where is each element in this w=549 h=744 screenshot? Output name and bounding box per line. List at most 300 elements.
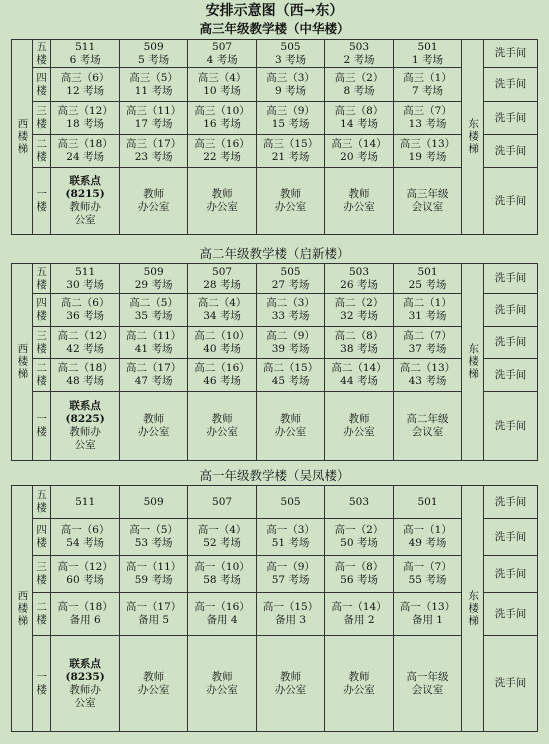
room-name: 高三（17） (125, 138, 182, 150)
room-cell (393, 392, 461, 461)
room-use: 48 考场 (66, 375, 104, 387)
restroom: 洗手间 (484, 519, 538, 556)
room-name: 507 (212, 40, 233, 53)
room-use: 24 考场 (66, 151, 104, 163)
room-cell (325, 40, 393, 68)
room-cell (119, 264, 187, 294)
room-cell (393, 294, 461, 327)
room-name: 505 (280, 40, 301, 53)
room-cell (393, 486, 461, 519)
room-use: 44 考场 (340, 375, 378, 387)
floor-label-char: 二 (36, 138, 47, 150)
room-use: 46 考场 (203, 375, 241, 387)
room-cell (256, 359, 324, 392)
liaison-point (51, 636, 119, 732)
room-cell (325, 593, 393, 636)
room-name: 509 (143, 265, 164, 278)
restroom: 洗手间 (484, 486, 538, 519)
room-cell (119, 294, 187, 327)
floor-row (12, 327, 538, 359)
floor-label-char: 楼 (36, 537, 47, 549)
room-use: 17 考场 (134, 118, 173, 130)
floor-label-char: 楼 (36, 84, 47, 97)
room-name: 503 (348, 40, 370, 53)
room-name: 高二（3） (266, 297, 315, 309)
room-name: 高一（13） (399, 601, 456, 613)
room-cell (325, 392, 393, 461)
floor-label-char: 楼 (36, 53, 47, 66)
room-use: 3 考场 (275, 53, 307, 66)
floor-row (12, 359, 538, 392)
room-name: 高二（8） (334, 329, 384, 342)
room-use: 备用 4 (206, 614, 238, 626)
room-use: 60 考场 (66, 574, 104, 586)
restroom: 洗手间 (484, 264, 538, 294)
restroom: 洗手间 (484, 327, 538, 359)
room-name: 高一（1） (403, 524, 452, 536)
room-name: 高三（6） (60, 71, 110, 84)
floor-row (12, 556, 538, 593)
room-cell (119, 556, 187, 593)
room-name: 高一（10） (194, 561, 250, 573)
room-cell (256, 40, 324, 68)
building-table (11, 485, 538, 732)
room-name: 505 (280, 495, 301, 508)
floor-label-char: 楼 (36, 502, 47, 514)
building-title-senior1: 高一年级教学楼（吴凤楼） (199, 468, 350, 483)
room-cell (393, 40, 461, 68)
room-use: 18 考场 (66, 118, 104, 130)
room-cell (188, 556, 256, 593)
room-name: 503 (348, 265, 370, 278)
room-name: 教师 (280, 188, 302, 200)
room-name: 高三（15） (262, 138, 319, 150)
room-use: 办公室 (206, 426, 238, 438)
liaison-phone: (8215) (65, 188, 105, 200)
room-use: 办公室 (137, 683, 170, 696)
room-name: 高二年级 (406, 413, 449, 425)
floor-label (32, 40, 51, 68)
floor-label-char: 楼 (36, 574, 47, 586)
floor-label-char: 楼 (36, 375, 47, 387)
room-cell (325, 168, 393, 235)
room-name: 高三年级 (406, 188, 449, 200)
room-use: 9 考场 (275, 84, 307, 97)
room-name: 高二（6） (60, 297, 110, 309)
room-use: 29 考场 (134, 278, 173, 291)
room-cell (325, 294, 393, 327)
room-cell (51, 135, 119, 168)
room-name: 高一年级 (406, 670, 449, 683)
room-use: 2 考场 (343, 53, 375, 66)
floor-label-char: 三 (36, 561, 47, 573)
room-use: 6 考场 (69, 53, 101, 66)
room-cell (119, 135, 187, 168)
restroom: 洗手间 (484, 392, 538, 461)
room-use: 20 考场 (340, 151, 378, 163)
room-name: 高二（12） (57, 329, 113, 342)
room-name: 高三（1） (403, 71, 452, 84)
room-name: 高二（7） (403, 329, 452, 342)
room-name: 高三（5） (129, 71, 178, 84)
floor-label-char: 楼 (36, 278, 47, 291)
room-use: 45 考场 (271, 375, 310, 387)
room-name: 高二（10） (194, 329, 250, 342)
room-cell (119, 392, 187, 461)
room-name: 高二（17） (125, 362, 182, 374)
room-cell (119, 486, 187, 519)
room-cell (188, 168, 256, 235)
room-name: 教师 (280, 670, 302, 683)
room-cell (51, 556, 119, 593)
room-use: 19 考场 (408, 151, 447, 163)
room-cell (119, 359, 187, 392)
room-cell (256, 593, 324, 636)
room-cell (188, 68, 256, 102)
room-cell (119, 68, 187, 102)
room-use: 11 考场 (134, 84, 173, 97)
restroom: 洗手间 (484, 294, 538, 327)
room-name: 高一（8） (334, 561, 384, 573)
room-use: 12 考场 (66, 84, 104, 97)
room-use: 43 考场 (408, 375, 447, 387)
room-use: 34 考场 (203, 310, 241, 322)
room-use: 10 考场 (203, 84, 241, 97)
liaison-title: 联系点 (69, 175, 101, 187)
room-use: 办公室 (137, 201, 170, 213)
room-use: 5 考场 (138, 53, 170, 66)
floor-label-char: 楼 (36, 118, 47, 130)
room-cell (325, 636, 393, 732)
room-use: 23 考场 (134, 151, 173, 163)
room-use: 21 考场 (271, 151, 310, 163)
west-stairs: 西楼梯 (12, 264, 33, 461)
room-name: 高一（7） (403, 561, 452, 573)
room-cell (325, 327, 393, 359)
floor-row (12, 68, 538, 102)
floor-label (32, 593, 51, 636)
floor-label (32, 102, 51, 135)
room-name: 高一（17） (125, 601, 182, 613)
room-name: 511 (75, 495, 96, 508)
room-cell (188, 359, 256, 392)
room-name: 高三（13） (399, 138, 456, 150)
floor-label-char: 四 (36, 71, 47, 84)
room-use: 办公室 (206, 683, 238, 696)
floor-label-char: 一 (36, 670, 47, 683)
room-use: 56 考场 (340, 574, 378, 586)
liaison-point (51, 168, 119, 235)
room-cell (188, 294, 256, 327)
room-cell (119, 40, 187, 68)
room-use: 办公室 (274, 201, 307, 213)
room-cell (393, 168, 461, 235)
room-cell (51, 68, 119, 102)
room-name: 高二（2） (334, 297, 384, 309)
room-name: 507 (212, 495, 233, 508)
floor-row (12, 392, 538, 461)
east-stairs: 东楼梯 (462, 486, 484, 732)
room-use: 会议室 (411, 426, 444, 438)
liaison-title: 联系点 (69, 400, 101, 412)
room-use: 47 考场 (134, 375, 173, 387)
restroom: 洗手间 (484, 168, 538, 235)
room-use: 4 考场 (206, 53, 238, 66)
room-cell (188, 593, 256, 636)
room-cell (119, 168, 187, 235)
room-use: 15 考场 (271, 118, 310, 130)
room-name: 高一（15） (262, 601, 319, 613)
room-use: 37 考场 (408, 342, 447, 355)
room-cell (188, 519, 256, 556)
room-cell (256, 168, 324, 235)
floor-label (32, 519, 51, 556)
room-name: 509 (143, 495, 164, 508)
room-cell (188, 40, 256, 68)
room-name: 高二（15） (262, 362, 319, 374)
room-name: 教师 (211, 413, 233, 425)
building-table (11, 263, 538, 461)
floor-label-char: 五 (36, 265, 47, 278)
room-use: 49 考场 (408, 537, 447, 549)
floor-label-char: 楼 (36, 683, 47, 696)
room-use: 备用 1 (411, 614, 443, 626)
room-use: 52 考场 (203, 537, 241, 549)
floor-row (12, 593, 538, 636)
room-name: 高二（18） (57, 362, 113, 374)
room-name: 高二（4） (197, 297, 247, 309)
room-cell (188, 486, 256, 519)
room-name: 高一（12） (57, 561, 113, 573)
room-use: 会议室 (411, 201, 444, 213)
room-name: 高二（11） (125, 329, 182, 342)
room-name: 高一（14） (331, 601, 387, 613)
room-use: 31 考场 (408, 310, 447, 322)
floor-label-char: 二 (36, 362, 47, 374)
room-name: 高一（5） (129, 524, 178, 536)
floor-label (32, 294, 51, 327)
floor-label (32, 359, 51, 392)
room-name: 高三（11） (125, 105, 182, 117)
floor-label-char: 一 (36, 413, 47, 425)
room-cell (325, 519, 393, 556)
room-name: 教师 (348, 188, 370, 200)
room-name: 505 (280, 265, 301, 278)
room-use: 办公室 (343, 683, 375, 696)
room-name: 高二（13） (399, 362, 456, 374)
building-title-senior2: 高二年级教学楼（启新楼） (199, 246, 350, 261)
room-cell (393, 636, 461, 732)
room-use: 38 考场 (340, 342, 378, 355)
room-name: 高二（5） (129, 297, 178, 309)
room-use: 33 考场 (271, 310, 310, 322)
floor-label-char: 四 (36, 297, 47, 309)
room-cell (256, 486, 324, 519)
room-name: 教师 (143, 188, 165, 200)
room-cell (188, 636, 256, 732)
room-cell (256, 519, 324, 556)
room-name: 高一（3） (266, 524, 315, 536)
floor-row (12, 135, 538, 168)
room-cell (393, 135, 461, 168)
room-cell (325, 68, 393, 102)
room-use: 办公室 (206, 201, 238, 213)
room-cell (325, 135, 393, 168)
floor-label-char: 楼 (36, 614, 47, 626)
room-cell (119, 593, 187, 636)
room-cell (119, 636, 187, 732)
room-cell (256, 102, 324, 135)
room-name: 501 (417, 40, 438, 53)
floor-label (32, 486, 51, 519)
west-stairs: 西楼梯 (12, 40, 33, 235)
floor-row (12, 294, 538, 327)
room-name: 高三（8） (334, 105, 384, 117)
room-cell (393, 68, 461, 102)
floor-label (32, 135, 51, 168)
liaison-title: 联系点 (69, 657, 101, 670)
room-name: 高三（4） (197, 71, 247, 84)
room-use: 16 考场 (203, 118, 241, 130)
room-cell (51, 102, 119, 135)
room-name: 511 (75, 40, 96, 53)
liaison-phone: (8235) (65, 670, 105, 683)
room-use: 58 考场 (203, 574, 241, 586)
room-cell (256, 135, 324, 168)
west-stairs: 西楼梯 (12, 486, 33, 732)
room-name: 501 (417, 265, 438, 278)
liaison-room: 教师办公室 (69, 426, 101, 451)
floor-row (12, 102, 538, 135)
room-name: 高三（18） (57, 138, 113, 150)
room-cell (393, 102, 461, 135)
room-use: 32 考场 (340, 310, 378, 322)
restroom: 洗手间 (484, 556, 538, 593)
room-name: 高二（14） (331, 362, 387, 374)
liaison-room: 教师办公室 (69, 683, 101, 709)
room-name: 高三（2） (334, 71, 384, 84)
floor-label-char: 五 (36, 40, 47, 53)
room-cell (188, 327, 256, 359)
room-name: 教师 (211, 188, 233, 200)
room-name: 509 (143, 40, 164, 53)
room-use: 8 考场 (343, 84, 375, 97)
room-name: 高一（6） (60, 524, 110, 536)
room-cell (325, 102, 393, 135)
room-cell (256, 636, 324, 732)
room-name: 高一（9） (266, 561, 315, 573)
floor-label (32, 636, 51, 732)
room-name: 高三（7） (403, 105, 452, 117)
building-table (11, 39, 538, 235)
restroom: 洗手间 (484, 359, 538, 392)
room-cell (256, 556, 324, 593)
floor-row (12, 519, 538, 556)
room-cell (51, 486, 119, 519)
restroom: 洗手间 (484, 135, 538, 168)
restroom: 洗手间 (484, 68, 538, 102)
room-use: 22 考场 (203, 151, 241, 163)
room-use: 26 考场 (340, 278, 378, 291)
room-use: 会议室 (411, 683, 444, 696)
room-name: 高一（18） (57, 601, 113, 613)
room-cell (188, 102, 256, 135)
room-use: 25 考场 (408, 278, 447, 291)
room-name: 高三（10） (194, 105, 250, 117)
floor-row (12, 40, 538, 68)
room-use: 41 考场 (134, 342, 173, 355)
floor-row (12, 168, 538, 235)
room-use: 39 考场 (271, 342, 310, 355)
room-cell (188, 264, 256, 294)
room-name: 高一（4） (197, 524, 247, 536)
room-cell (393, 359, 461, 392)
room-name: 高三（3） (266, 71, 315, 84)
room-cell (119, 519, 187, 556)
room-cell (51, 294, 119, 327)
floor-label-char: 三 (36, 329, 47, 342)
floor-label (32, 264, 51, 294)
floor-row (12, 486, 538, 519)
room-cell (119, 102, 187, 135)
room-name: 高一（2） (334, 524, 384, 536)
floor-label-char: 楼 (36, 151, 47, 163)
room-name: 511 (75, 265, 96, 278)
room-use: 办公室 (343, 426, 375, 438)
floor-label (32, 556, 51, 593)
room-cell (393, 593, 461, 636)
floor-label (32, 168, 51, 235)
room-name: 教师 (348, 670, 370, 683)
room-cell (51, 519, 119, 556)
room-use: 50 考场 (340, 537, 378, 549)
room-use: 59 考场 (134, 574, 173, 586)
floor-label-char: 楼 (36, 342, 47, 355)
room-name: 教师 (211, 670, 233, 683)
room-name: 教师 (280, 413, 302, 425)
floor-label-char: 楼 (36, 426, 47, 438)
room-cell (256, 327, 324, 359)
room-cell (51, 327, 119, 359)
room-name: 高二（9） (266, 329, 315, 342)
room-use: 36 考场 (66, 310, 104, 322)
room-use: 42 考场 (66, 342, 104, 355)
restroom: 洗手间 (484, 40, 538, 68)
room-use: 55 考场 (408, 574, 447, 586)
floor-label-char: 楼 (36, 201, 47, 213)
floor-label (32, 392, 51, 461)
room-name: 高二（16） (194, 362, 250, 374)
room-use: 办公室 (274, 683, 307, 696)
room-use: 57 考场 (271, 574, 310, 586)
room-name: 高三（14） (331, 138, 387, 150)
room-use: 备用 2 (343, 614, 375, 626)
room-cell (325, 359, 393, 392)
room-use: 27 考场 (271, 278, 310, 291)
room-name: 教师 (348, 413, 370, 425)
room-cell (325, 264, 393, 294)
room-use: 30 考场 (66, 278, 104, 291)
floor-row (12, 636, 538, 732)
room-use: 1 考场 (411, 53, 443, 66)
room-cell (188, 392, 256, 461)
floor-label (32, 68, 51, 102)
room-name: 高三（12） (57, 105, 113, 117)
floor-label (32, 327, 51, 359)
room-name: 高三（9） (266, 105, 315, 117)
room-cell (256, 68, 324, 102)
room-cell (51, 593, 119, 636)
